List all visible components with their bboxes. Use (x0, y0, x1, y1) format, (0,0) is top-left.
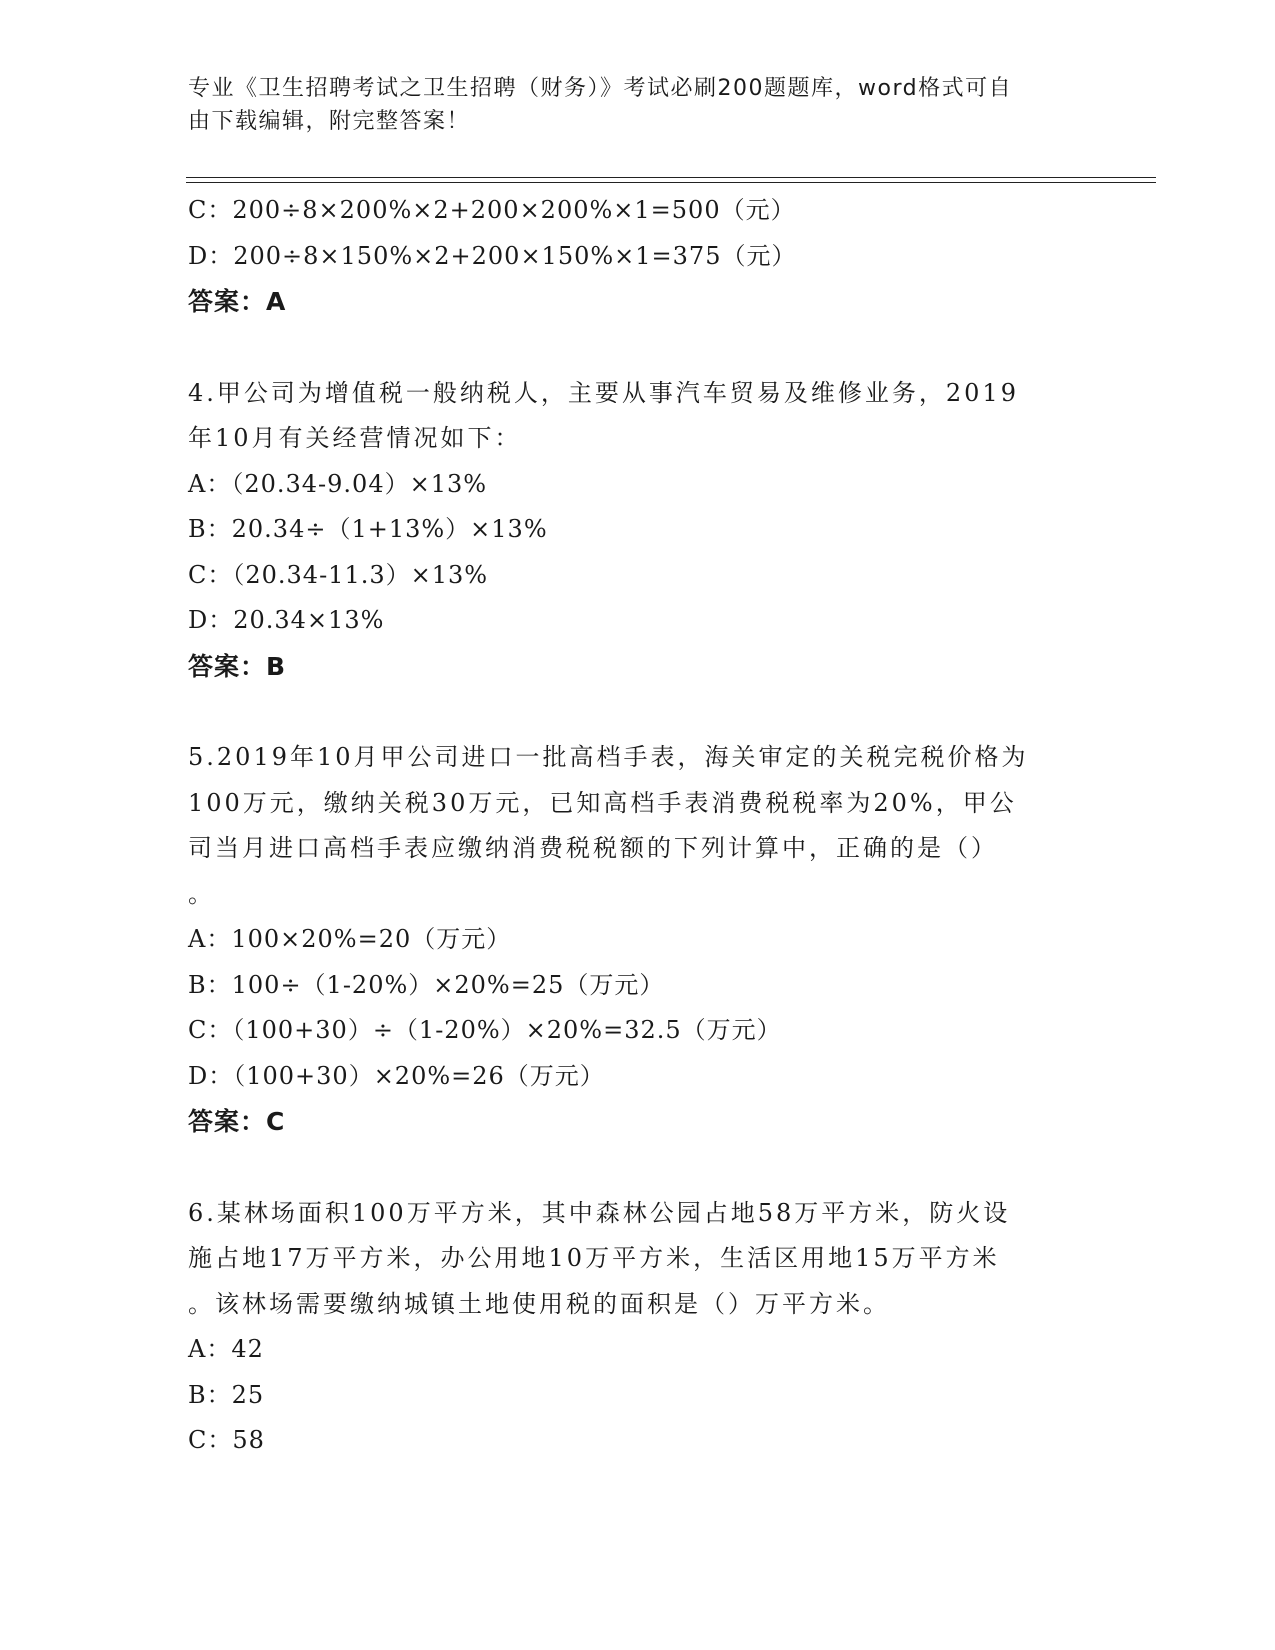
question-6-stem-line-2: 施占地17万平方米，办公用地10万平方米，生活区用地15万平方米 (188, 1244, 1000, 1272)
question-5-option-a: A：100×20%=20（万元） (188, 925, 512, 953)
question-3-answer: 答案：A (188, 287, 287, 316)
question-3-option-c: C：200÷8×200%×2+200×200%×1=500（元） (188, 196, 796, 224)
document-header (188, 72, 1088, 138)
header-rule-top (186, 177, 1156, 178)
question-5 (188, 735, 1088, 1145)
question-6-stem-line-3: 。该林场需要缴纳城镇土地使用税的面积是（）万平方米。 (188, 1289, 890, 1318)
question-5-stem-line-4: 。 (188, 879, 215, 908)
question-5-option-b: B：100÷（1-20%）×20%=25（万元） (188, 970, 665, 999)
document-body (188, 188, 1088, 1464)
question-5-option-c: C：（100+30）÷（1-20%）×20%=32.5（万元） (188, 1016, 782, 1044)
question-5-answer: 答案：C (188, 1107, 286, 1136)
question-6-stem-line-1: 6.某林场面积100万平方米，其中森林公园占地58万平方米，防火设 (188, 1198, 1011, 1227)
spacer (188, 1145, 1088, 1191)
question-5-option-d: D：（100+30）×20%=26（万元） (188, 1061, 605, 1090)
question-4-stem-line-2: 年10月有关经营情况如下： (188, 424, 522, 452)
question-4-stem-line-1: 4.甲公司为增值税一般纳税人，主要从事汽车贸易及维修业务，2019 (188, 378, 1019, 407)
question-4-option-b: B：20.34÷（1+13%）×13% (188, 515, 548, 543)
question-3-option-d: D：200÷8×150%×2+200×150%×1=375（元） (188, 241, 797, 270)
question-3-tail (188, 188, 1088, 325)
question-6 (188, 1191, 1088, 1464)
header-rule-bottom (186, 182, 1156, 183)
header-line-2: 由下载编辑，附完整答案！ (188, 109, 471, 134)
spacer (188, 325, 1088, 371)
question-4-answer: 答案：B (188, 651, 287, 681)
question-5-stem-line-2: 100万元，缴纳关税30万元，已知高档手表消费税税率为20%，甲公 (188, 788, 1017, 817)
question-5-stem-line-1: 5.2019年10月甲公司进口一批高档手表，海关审定的关税完税价格为 (188, 743, 1029, 771)
question-6-option-a: A：42 (188, 1335, 264, 1363)
question-4-option-c: C：（20.34-11.3）×13% (188, 560, 489, 589)
question-4-option-a: A：（20.34-9.04）×13% (188, 469, 488, 498)
question-6-option-c: C：58 (188, 1426, 265, 1454)
question-5-stem-line-3: 司当月进口高档手表应缴纳消费税税额的下列计算中，正确的是（） (188, 834, 998, 862)
question-6-option-b: B：25 (188, 1380, 265, 1409)
header-line-1: 专业《卫生招聘考试之卫生招聘（财务）》考试必刷200题题库，word格式可自 (188, 76, 1013, 101)
spacer (188, 689, 1088, 735)
question-4 (188, 371, 1088, 690)
question-4-option-d: D：20.34×13% (188, 606, 385, 634)
